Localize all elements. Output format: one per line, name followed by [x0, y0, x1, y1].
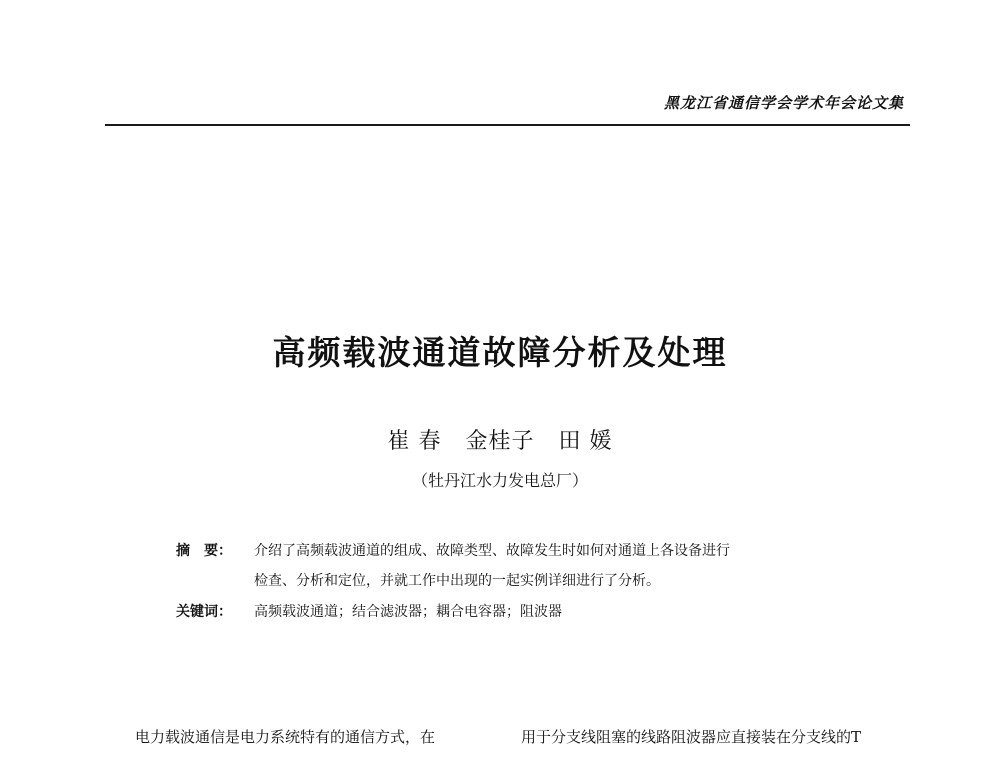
body-left-line1: 电力载波通信是电力系统特有的通信方式，在: [135, 728, 436, 746]
header-rule: [105, 124, 910, 126]
abstract-block: [176, 540, 730, 562]
body-right-column: [521, 724, 891, 750]
paper-authors: 崔 春 金桂子 田 媛: [387, 429, 613, 454]
running-header: 黑龙江省通信学会学术年会论文集: [663, 94, 904, 112]
body-right-line1: 用于分支线阻塞的线路阻波器应直接装在分支线的T: [521, 728, 862, 746]
paper-title: 高频载波通道故障分析及处理: [272, 333, 728, 372]
keywords-text: 高频载波通道；结合滤波器；耦合电容器；阻波器: [254, 604, 562, 620]
paper-affiliation: （牡丹江水力发电总厂）: [411, 471, 588, 490]
keywords-block: [176, 601, 562, 623]
abstract-text-line2: 检查、分析和定位，并就工作中出现的一起实例详细进行了分析。: [254, 573, 660, 589]
abstract-label: 摘 要：: [176, 543, 232, 559]
abstract-text-line1: 介绍了高频载波通道的组成、故障类型、故障发生时如何对通道上各设备进行: [254, 543, 730, 559]
body-left-column: [105, 724, 475, 750]
keywords-label: 关键词：: [176, 604, 232, 620]
